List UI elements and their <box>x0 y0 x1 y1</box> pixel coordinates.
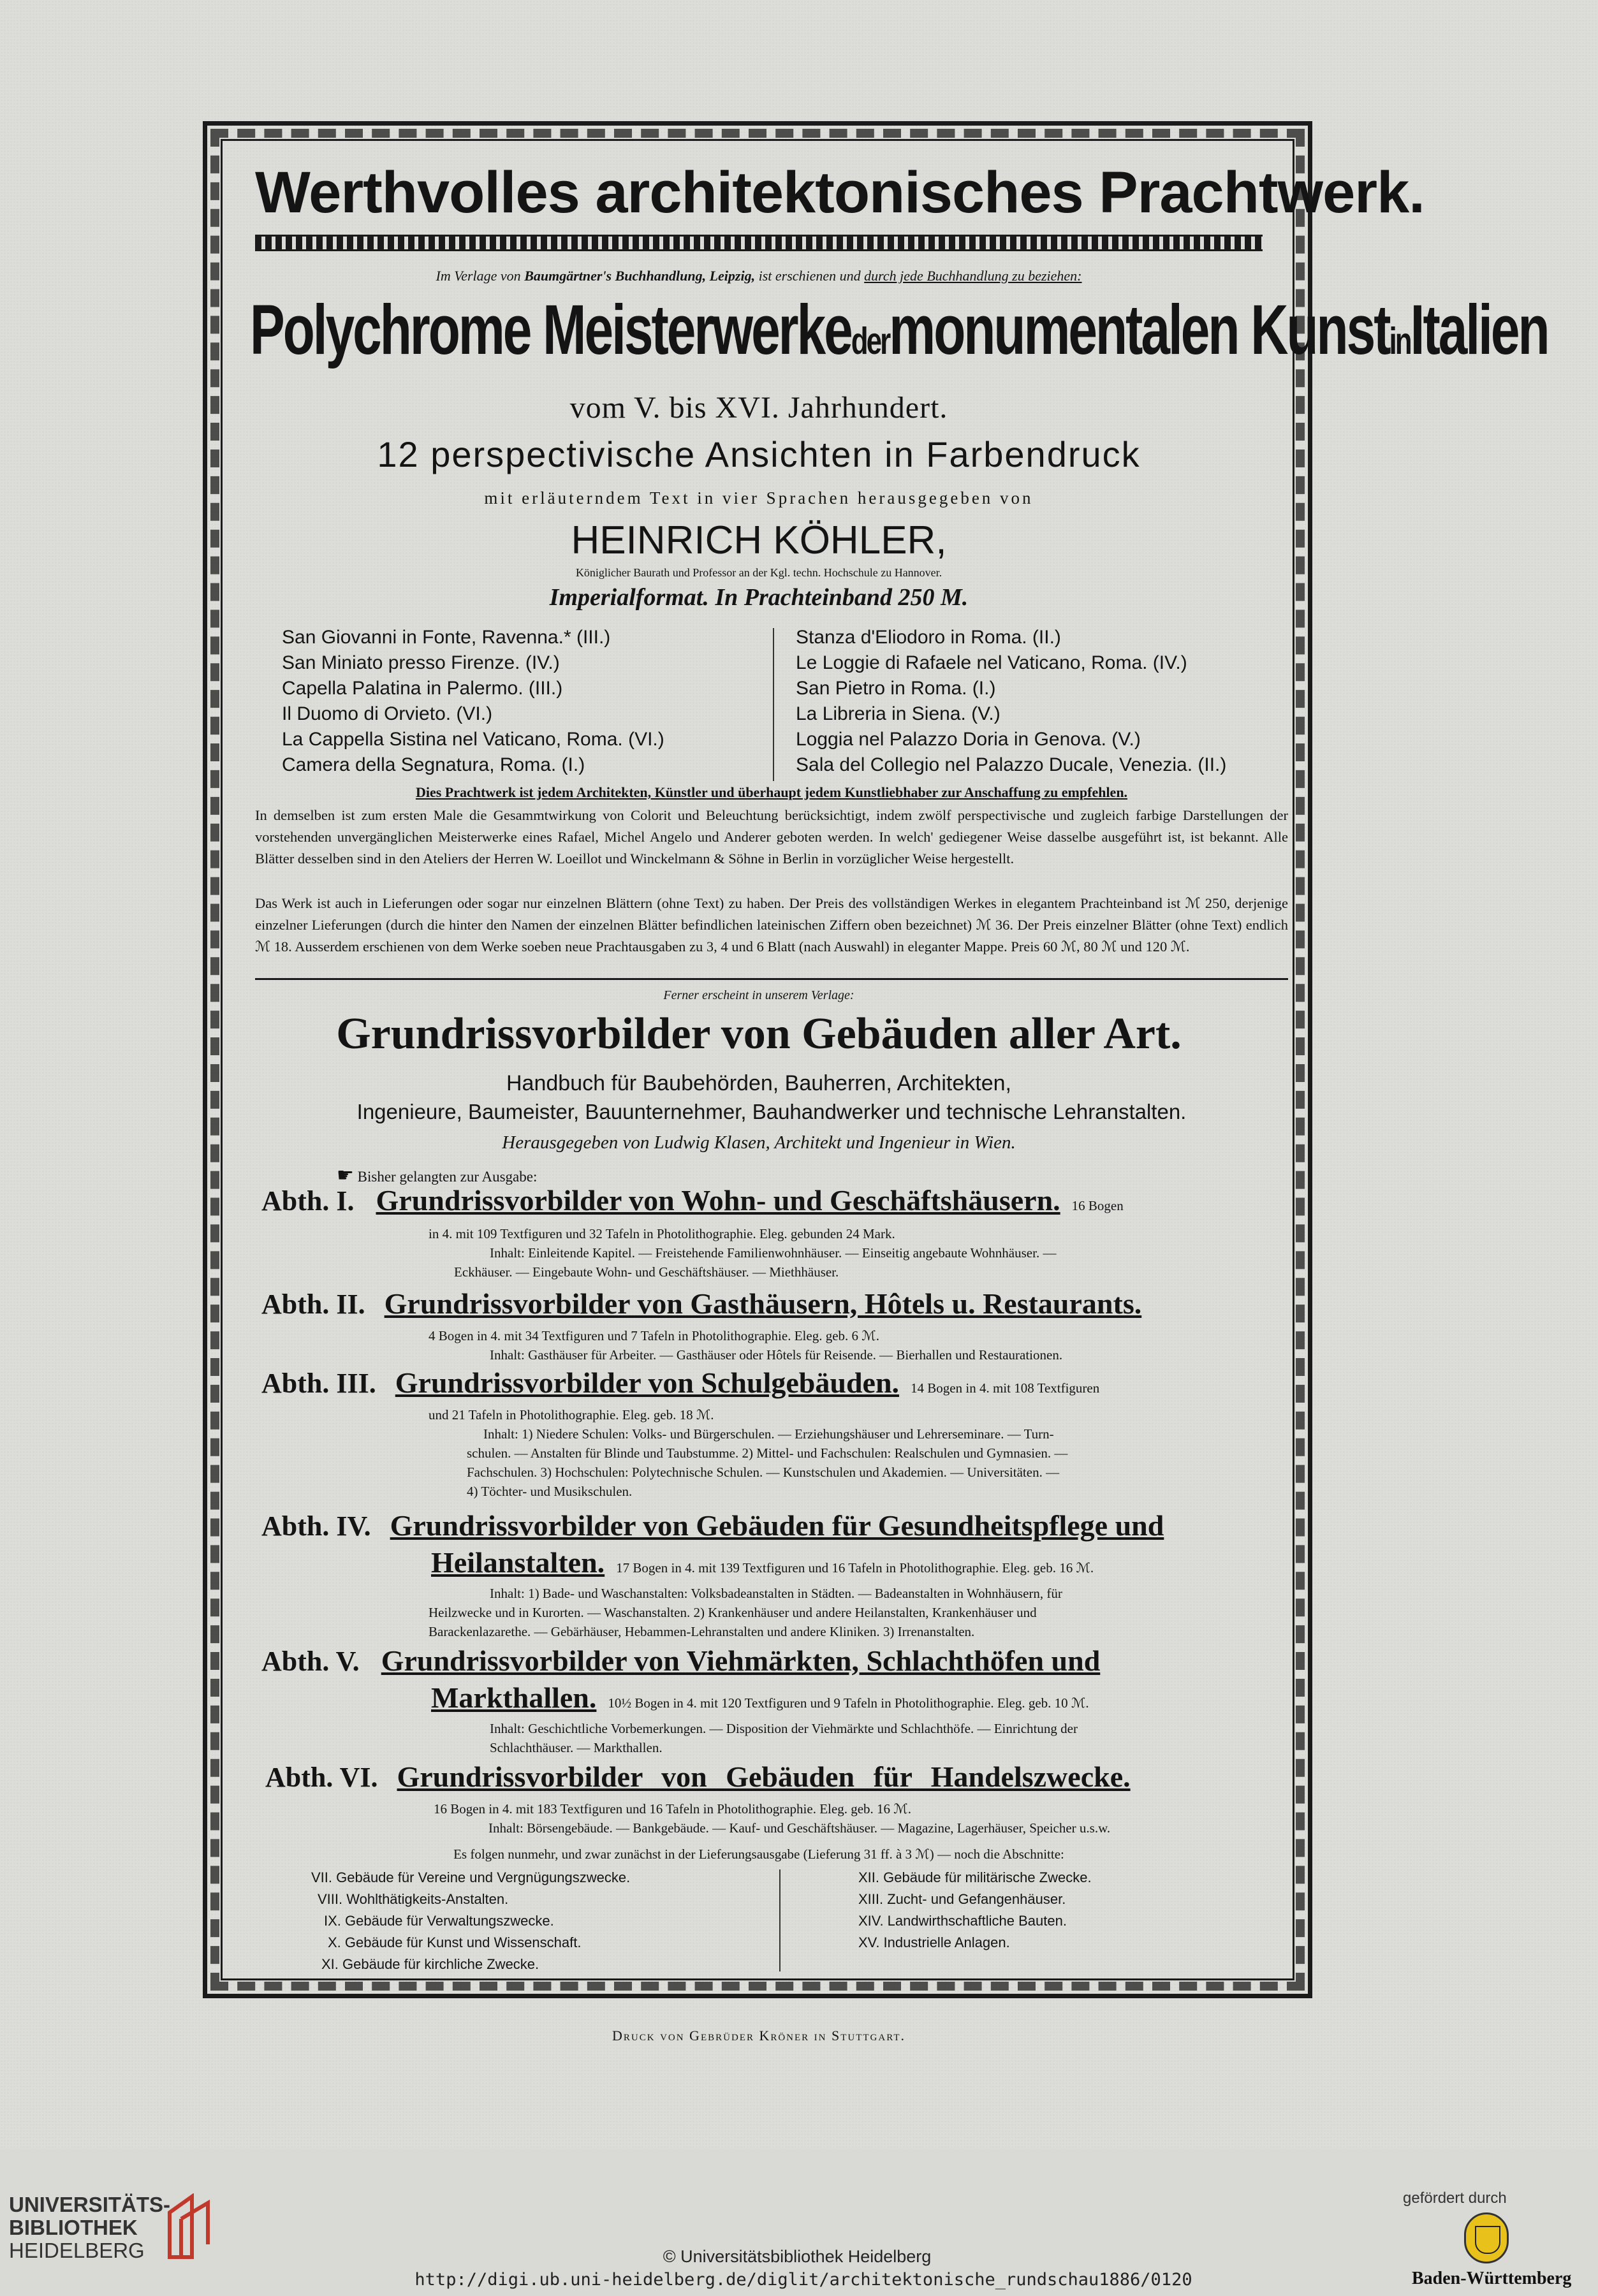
section-tail: 14 Bogen in 4. mit 108 Textfiguren <box>911 1380 1100 1396</box>
detail-line: Inhalt: Geschichtliche Vorbemerkungen. — Disposition der Viehmärkte und Schlachthöfe. — Einrichtung der <box>490 1721 1078 1736</box>
next-section-item: XV. Industrielle Anlagen. <box>858 1934 1010 1950</box>
section-v-cont <box>431 1681 1089 1715</box>
view-item: San Miniato presso Firenze. (IV.) <box>282 652 560 673</box>
next-section-item: XII. Gebäude für militärische Zwecke. <box>858 1869 1092 1885</box>
views-left-list <box>282 625 664 778</box>
work1-format: Imperialformat. In Prachteinband 250 M. <box>549 584 969 611</box>
view-item: Sala del Collegio nel Palazzo Ducale, Venezia. (II.) <box>796 754 1227 775</box>
views-right-list <box>796 625 1226 778</box>
view-item: La Cappella Sistina nel Vaticano, Roma. (VI.) <box>282 729 664 750</box>
work1-title <box>250 290 1548 371</box>
detail-line: 4 Bogen in 4. mit 34 Textfiguren und 7 Tafeln in Photolithographie. Eleg. geb. 6 ℳ. <box>429 1328 879 1343</box>
also-line: Ferner erscheint in unserem Verlage: <box>663 988 854 1002</box>
publisher-mid: ist erschienen und <box>758 268 861 284</box>
section-vi-details <box>434 1799 1110 1838</box>
view-item: Stanza d'Eliodoro in Roma. (II.) <box>796 627 1061 648</box>
state-crest-icon <box>1464 2212 1509 2263</box>
detail-line: Inhalt: Gasthäuser für Arbeiter. — Gasthäuser oder Hôtels für Reisende. — Bierhallen und Restaurationen. <box>490 1347 1063 1363</box>
section-title: Grundrissvorbilder von Wohn- und Geschäftshäusern. <box>376 1184 1060 1217</box>
work2-subtitle-2: Ingenieure, Baumeister, Bauunternehmer, Bauhandwerker und technische Lehranstalten. <box>356 1100 1187 1123</box>
section-number: Abth. V. <box>261 1646 360 1677</box>
detail-line: Eckhäuser. — Eingebaute Wohn- und Geschäftshäuser. — Miethhäuser. <box>454 1264 839 1280</box>
work2-subtitle-1: Handbuch für Baubehörden, Bauherren, Architekten, <box>506 1071 1011 1095</box>
section-title: Grundrissvorbilder von Viehmärkten, Schlachthöfen und <box>381 1644 1101 1677</box>
section-number: Abth. I. <box>261 1185 355 1217</box>
publisher-pre: Im Verlage von <box>436 268 521 284</box>
section-title-cont: Markthallen. <box>431 1681 597 1714</box>
next-section-item: XIV. Landwirthschaftliche Bauten. <box>858 1913 1067 1929</box>
view-item: Loggia nel Palazzo Doria in Genova. (V.) <box>796 729 1141 750</box>
next-section-item: X. Gebäude für Kunst und Wissenschaft. <box>328 1934 582 1950</box>
section-title: Grundrissvorbilder von Gebäuden für Handelszwecke. <box>397 1760 1131 1793</box>
title-ornament <box>255 235 1263 251</box>
section-ii-details <box>429 1326 1062 1364</box>
section-vi <box>265 1760 1131 1794</box>
detail-line: Inhalt: 1) Niedere Schulen: Volks- und Bürgerschulen. — Erziehungshäuser und Lehrerseminare. — Turn- <box>483 1426 1054 1442</box>
state-name: Baden-Württemberg <box>1412 2269 1572 2288</box>
work1-paragraph-2: Das Werk ist auch in Lieferungen oder sogar nur einzelnen Blättern (ohne Text) zu haben. Der Preis des vollständigen Werkes in elegantem Prachteinband ist ℳ 250, derjenige einzelner Lieferungen (durch die hinter den Namen der einzelnen Blätter befindlichen lateinischen Ziffern oben bezeichnet) ℳ 36. Der Preis einzelner Blätter (ohne Text) endlich ℳ 18. Ausserdem erschienen von dem Werke soeben neue Prachtausgaben zu 3, 4 und 6 Blatt (nach Auswahl) in eleganter Mappe. Preis 60 ℳ, 80 ℳ und 120 ℳ. <box>255 895 1288 954</box>
pointing-hand-icon: ☛ <box>337 1165 354 1186</box>
detail-line: Inhalt: Einleitende Kapitel. — Freistehende Familienwohnhäuser. — Einseitig angebaute Wohnhäuser. — <box>490 1245 1057 1261</box>
view-item: San Pietro in Roma. (I.) <box>796 678 996 699</box>
section-rule <box>255 978 1288 980</box>
source-url[interactable]: http://digi.ub.uni-heidelberg.de/diglit/architektonische_rundschau1886/0120 <box>414 2270 1192 2290</box>
section-ii <box>261 1287 1141 1320</box>
next-section-item: VIII. Wohlthätigkeits-Anstalten. <box>318 1891 509 1907</box>
detail-line: Inhalt: 1) Bade- und Waschanstalten: Volksbadeanstalten in Städten. — Badeanstalten in Wohnhäusern, für <box>490 1586 1062 1601</box>
section-v-details <box>429 1719 1078 1757</box>
view-item: Il Duomo di Orvieto. (VI.) <box>282 703 493 724</box>
page-title: Werthvolles architektonisches Prachtwerk. <box>255 160 1425 225</box>
section-tail: 16 Bogen <box>1071 1198 1124 1213</box>
section-title: Grundrissvorbilder von Gebäuden für Gesundheitspflege und <box>390 1509 1164 1542</box>
work1-paragraph-1: In demselben ist zum ersten Male die Gesammtwirkung von Colorit und Beleuchtung berücksichtigt, indem zwölf perspectivische und zugleich farbige Darstellungen der vorstehenden unvergänglichen Meisterwerke eines Rafael, Michel Angelo und Anderer geboten werden. In welch' gediegener Weise dasselbe ausgeführt ist, ist bekannt. Alle Blätter desselben sind in den Ateliers der Herren W. Loeillot und Winckelmann & Söhne in Berlin in vorzüglicher Weise hergestellt. <box>255 807 1288 866</box>
detail-line: Schlachthäuser. — Markthallen. <box>490 1740 663 1755</box>
column-divider <box>773 628 774 781</box>
detail-line: 4) Töchter- und Musikschulen. <box>467 1484 633 1499</box>
copyright: © Universitätsbibliothek Heidelberg <box>663 2247 932 2266</box>
library-name-line: UNIVERSITÄTS- <box>9 2193 171 2216</box>
next-section-item: VII. Gebäude für Vereine und Vergnügungszwecke. <box>311 1869 631 1885</box>
printer-line: Druck von Gebrüder Kröner in Stuttgart. <box>612 2028 905 2044</box>
work1-period: vom V. bis XVI. Jahrhundert. <box>569 391 948 425</box>
crest-shield-icon <box>1475 2226 1500 2254</box>
view-item: La Libreria in Siena. (V.) <box>796 703 1001 724</box>
work1-title-e: Italien <box>1410 291 1548 370</box>
library-logo-icon <box>163 2193 214 2263</box>
next-section-item: XIII. Zucht- und Gefangenhäuser. <box>858 1891 1066 1907</box>
section-number: Abth. II. <box>261 1289 365 1320</box>
detail-line: und 21 Tafeln in Photolithographie. Eleg. geb. 18 ℳ. <box>429 1407 714 1422</box>
detail-line: Inhalt: Börsengebäude. — Bankgebäude. — Kauf- und Geschäftshäuser. — Magazine, Lagerhäuser, Speicher u.s.w. <box>488 1820 1111 1836</box>
publisher-post: durch jede Buchhandlung zu beziehen: <box>864 268 1082 284</box>
work1-author: HEINRICH KÖHLER, <box>571 518 947 562</box>
view-item: Camera della Segnatura, Roma. (I.) <box>282 754 585 775</box>
section-iii-details <box>429 1405 1067 1501</box>
funded-by: gefördert durch <box>1403 2190 1507 2207</box>
column-divider <box>779 1869 781 1971</box>
section-v <box>261 1644 1100 1678</box>
publisher-name: Baumgärtner's Buchhandlung, Leipzig, <box>524 268 756 284</box>
section-number: Abth. IV. <box>261 1510 371 1542</box>
next-sections-right <box>858 1867 1092 1954</box>
section-tail: 17 Bogen in 4. mit 139 Textfiguren und 16 Tafeln in Photolithographie. Eleg. geb. 16 ℳ. <box>616 1560 1094 1576</box>
next-section-item: IX. Gebäude für Verwaltungszwecke. <box>324 1913 554 1929</box>
library-name <box>9 2193 170 2262</box>
view-item: Capella Palatina in Palermo. (III.) <box>282 678 563 699</box>
section-i-details <box>429 1224 1056 1282</box>
detail-line: Fachschulen. 3) Hochschulen: Polytechnische Schulen. — Kunstschulen und Akademien. — Universitäten. — <box>467 1465 1060 1480</box>
detail-line: in 4. mit 109 Textfiguren und 32 Tafeln in Photolithographie. Eleg. gebunden 24 Mark. <box>429 1226 895 1241</box>
work1-text-line: mit erläuterndem Text in vier Sprachen herausgegeben von <box>484 488 1034 508</box>
section-title: Grundrissvorbilder von Schulgebäuden. <box>395 1366 900 1399</box>
publisher-line <box>255 268 1263 284</box>
issued-label: Bisher gelangten zur Ausgabe: <box>357 1169 538 1185</box>
section-i <box>261 1183 1124 1217</box>
work1-title-c: monumentalen Kunst <box>889 291 1389 370</box>
section-title: Grundrissvorbilder von Gasthäusern, Hôtels u. Restaurants. <box>384 1287 1142 1320</box>
detail-line: schulen. — Anstalten für Blinde und Taubstumme. 2) Mittel- und Fachschulen: Realschulen und Gymnasien. — <box>467 1445 1068 1461</box>
library-name-line: BIBLIOTHEK <box>9 2216 138 2239</box>
detail-line: Heilzwecke und in Kurorten. — Waschanstalten. 2) Krankenhäuser und andere Heilanstalten, Krankenhäuser und <box>429 1605 1037 1620</box>
detail-line: 16 Bogen in 4. mit 183 Textfiguren und 16 Tafeln in Photolithographie. Eleg. geb. 16 ℳ. <box>434 1801 911 1817</box>
follow-line: Es folgen nunmehr, und zwar zunächst in der Lieferungsausgabe (Lieferung 31 ff. à 3 ℳ) — noch die Abschnitte: <box>453 1846 1064 1862</box>
recommendation: Dies Prachtwerk ist jedem Architekten, Künstler und überhaupt jedem Kunstliebhaber zur Anschaffung zu empfehlen. <box>415 784 1128 800</box>
next-sections-left <box>311 1867 630 1975</box>
section-iv-details <box>429 1584 1062 1641</box>
work1-title-a: Polychrome Meisterwerke <box>250 291 851 370</box>
section-number: Abth. VI. <box>265 1762 378 1793</box>
view-item: San Giovanni in Fonte, Ravenna.* (III.) <box>282 627 611 648</box>
work1-title-b: der <box>851 320 890 363</box>
section-iii <box>261 1366 1099 1400</box>
section-number: Abth. III. <box>261 1368 376 1399</box>
work1-subtitle: 12 perspectivische Ansichten in Farbendruck <box>377 434 1141 474</box>
section-tail: 10½ Bogen in 4. mit 120 Textfiguren und 9 Tafeln in Photolithographie. Eleg. geb. 10 ℳ. <box>608 1695 1089 1711</box>
work1-title-d: in <box>1389 320 1411 363</box>
next-section-item: XI. Gebäude für kirchliche Zwecke. <box>321 1956 539 1972</box>
work2-title: Grundrissvorbilder von Gebäuden aller Art. <box>336 1009 1182 1058</box>
detail-line: Barackenlazarethe. — Gebärhäuser, Hebammen-Lehranstalten und andere Kliniken. 3) Irrenanstalten. <box>429 1624 975 1639</box>
section-iv-cont <box>431 1546 1094 1579</box>
view-item: Le Loggie di Rafaele nel Vaticano, Roma. (IV.) <box>796 652 1187 673</box>
library-name-line: HEIDELBERG <box>9 2239 145 2262</box>
work1-author-title: Königlicher Baurath und Professor an der Kgl. techn. Hochschule zu Hannover. <box>575 566 942 579</box>
work2-editor: Herausgegeben von Ludwig Klasen, Architekt und Ingenieur in Wien. <box>502 1132 1016 1153</box>
section-iv <box>261 1509 1164 1542</box>
section-title-cont: Heilanstalten. <box>431 1546 605 1579</box>
